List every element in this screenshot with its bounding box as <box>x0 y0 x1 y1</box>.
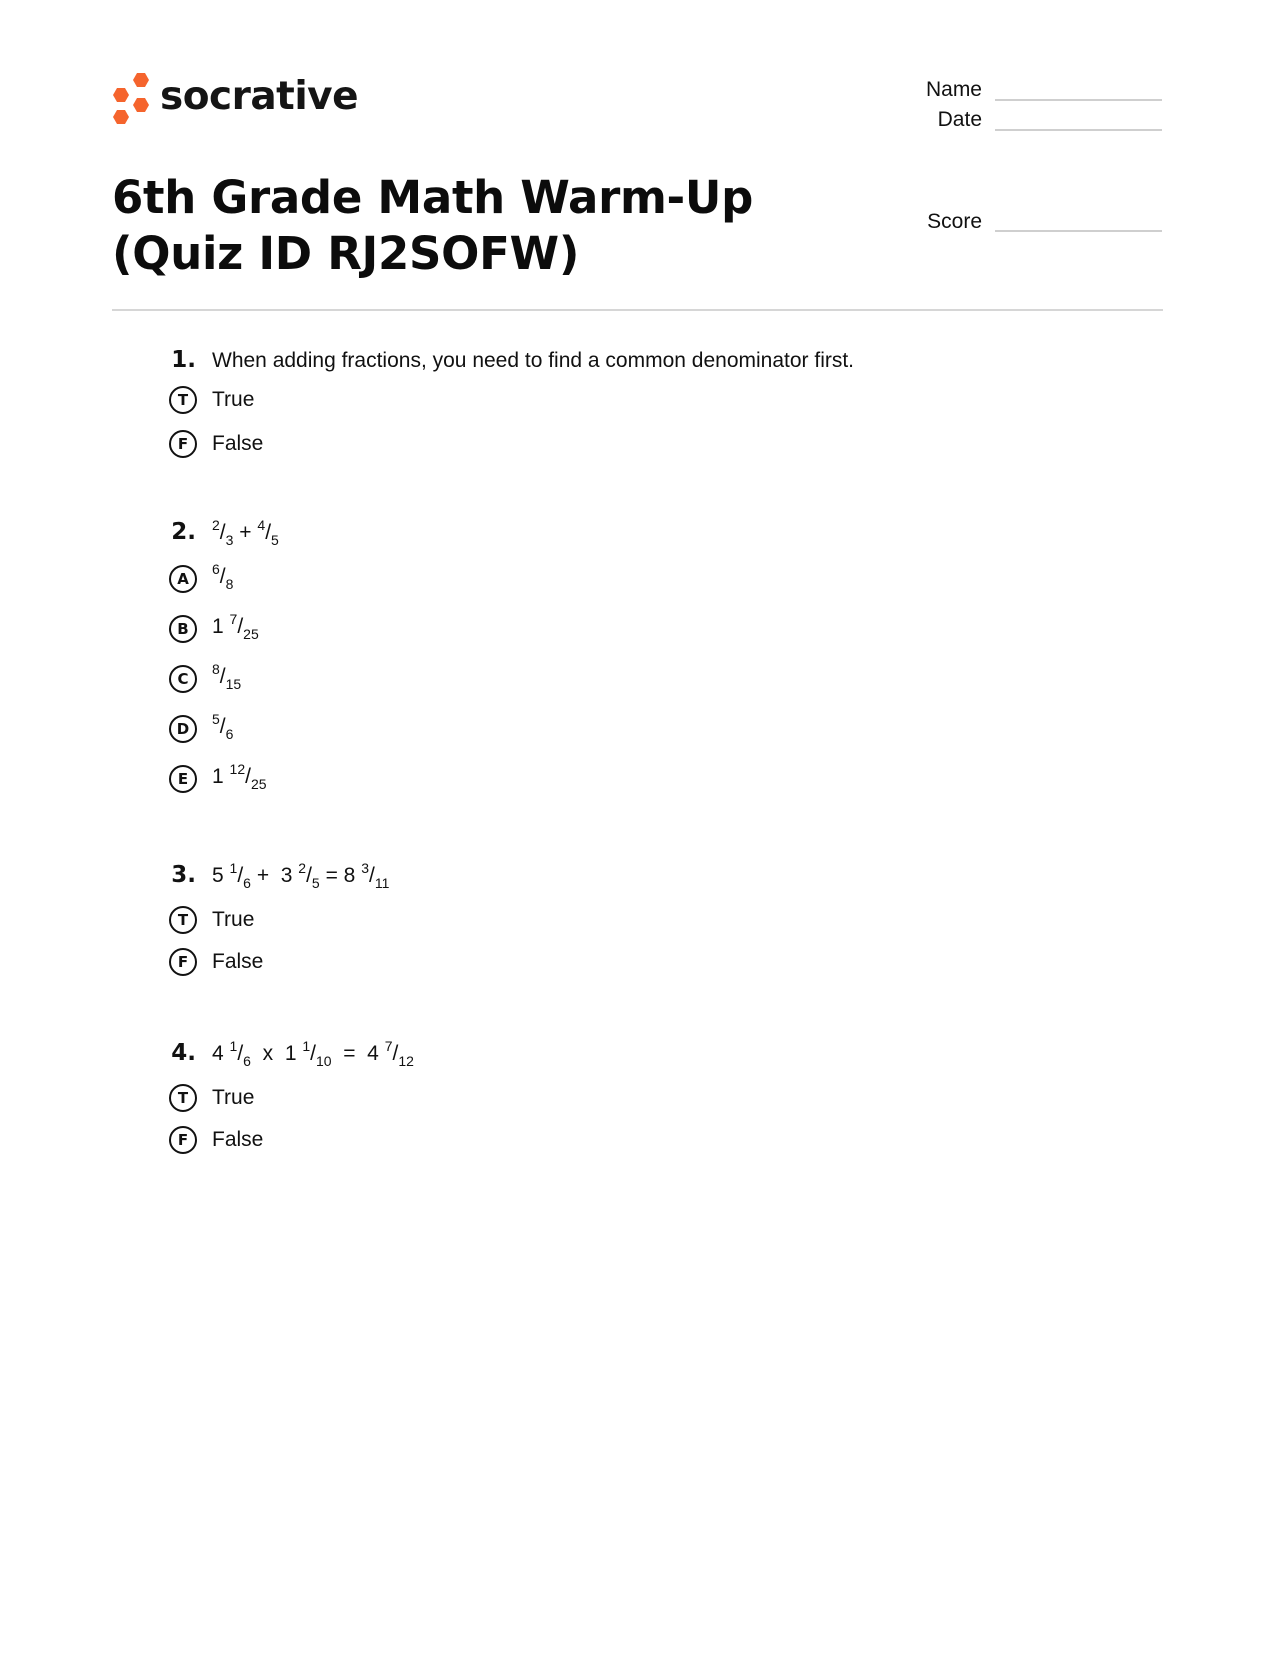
choice-label: True <box>212 1086 255 1109</box>
choice-label: True <box>212 908 255 931</box>
choice-bubble-d[interactable]: D <box>169 715 197 743</box>
choice-label: False <box>212 950 264 973</box>
question-number: 3. <box>171 862 196 888</box>
socrative-logo <box>110 70 359 126</box>
score-label: Score <box>927 210 982 233</box>
question-number: 2. <box>171 519 196 545</box>
choice-label: False <box>212 432 264 455</box>
question-number: 1. <box>171 347 196 373</box>
choice-bubble-c[interactable]: C <box>169 665 197 693</box>
choice-bubble-true[interactable]: T <box>169 906 197 934</box>
choice-label: $^6/_8$ <box>212 561 234 592</box>
choice-bubble-true[interactable]: T <box>169 1084 197 1112</box>
choice-bubble-true[interactable]: T <box>169 386 197 414</box>
choice-label: False <box>212 1128 264 1151</box>
brand-name: socrative <box>160 74 359 119</box>
choice-label: True <box>212 388 255 411</box>
choice-bubble-false[interactable]: F <box>169 1126 197 1154</box>
question-expression: $^2/_3 + ^4/_5$ <box>212 517 279 548</box>
question-text: When adding fractions, you need to find a common denominator first. <box>212 349 855 372</box>
date-field[interactable] <box>995 129 1162 131</box>
date-label: Date <box>937 108 982 131</box>
choice-bubble-e[interactable]: E <box>169 765 197 793</box>
score-field[interactable] <box>995 230 1162 232</box>
question-expression: 5 $^1/_6 + 3$ $^2/_5 = 8$ $^3/_{11}$ <box>212 860 390 891</box>
choice-label: 1 $^{12}/_{25}$ <box>212 761 267 792</box>
name-field[interactable] <box>995 99 1162 101</box>
choice-bubble-false[interactable]: F <box>169 948 197 976</box>
choice-bubble-false[interactable]: F <box>169 430 197 458</box>
choice-label: 1 $^7/_{25}$ <box>212 611 259 642</box>
choice-label: $^8/_{15}$ <box>212 661 242 692</box>
name-label: Name <box>925 78 982 101</box>
choice-bubble-a[interactable]: A <box>169 565 197 593</box>
header-divider <box>112 309 1163 311</box>
choice-label: $^5/_6$ <box>212 711 234 742</box>
choice-bubble-b[interactable]: B <box>169 615 197 643</box>
page-title: 6th Grade Math Warm-Up (Quiz ID RJ2SOFW) <box>112 171 754 280</box>
question-expression: 4 $^1/_6$ x 1 $^1/_{10} = 4$ $^7/_{12}$ <box>212 1038 414 1069</box>
hexagon-cluster-icon <box>110 70 154 126</box>
question-number: 4. <box>171 1040 196 1066</box>
